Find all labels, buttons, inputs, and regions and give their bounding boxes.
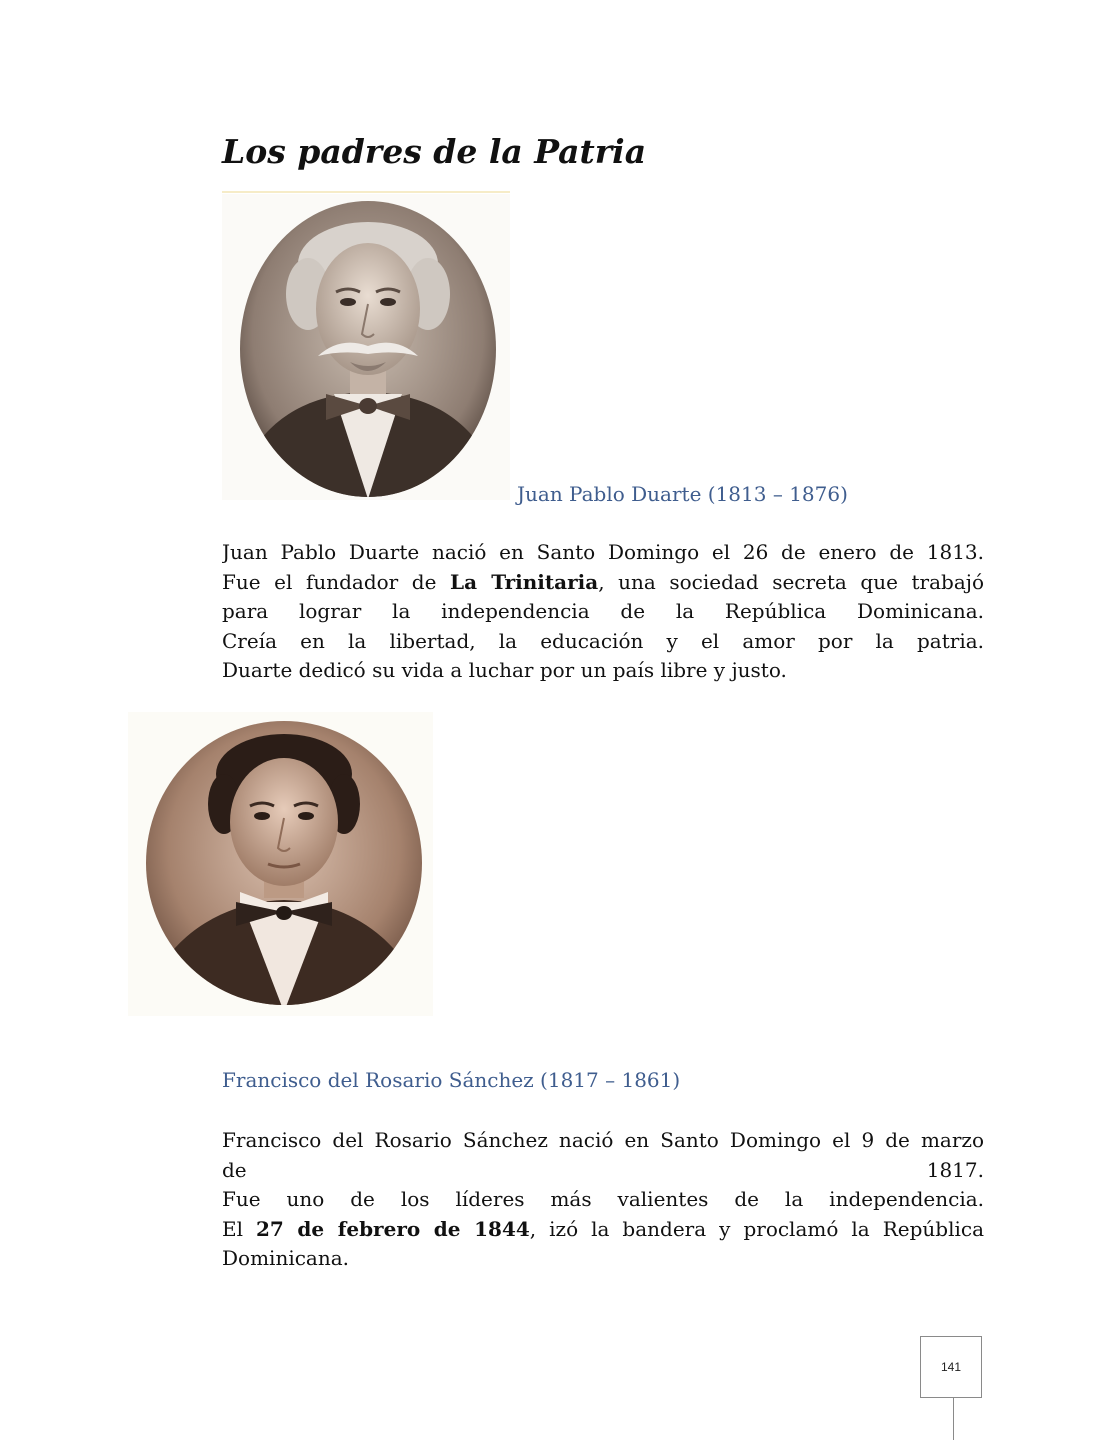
text-run: de xyxy=(222,1157,247,1182)
la-trinitaria-highlight: La Trinitaria xyxy=(450,569,599,594)
portrait-juan-pablo-duarte-icon xyxy=(222,194,510,500)
page-number: 141 xyxy=(940,1360,962,1374)
text-run: Fue el fundador de xyxy=(222,569,451,594)
page-title: Los padres de la Patria xyxy=(222,132,647,171)
portrait-francisco-del-rosario-sanchez-icon xyxy=(128,712,433,1016)
text-run: , izó la bandera y proclamó la República xyxy=(529,1216,984,1241)
portrait-sanchez xyxy=(128,712,433,1016)
text-run: 1817. xyxy=(926,1157,984,1182)
text-run: El xyxy=(222,1216,256,1241)
paragraph-line: Dominicana. xyxy=(222,1246,350,1270)
paragraph-line: Duarte dedicó su vida a luchar por un país libre y justo. xyxy=(222,658,787,682)
text-run: , una sociedad secreta que trabajó xyxy=(598,569,984,594)
page-number-connector xyxy=(953,1398,954,1440)
paragraph-line: Juan Pablo Duarte nació en Santo Domingo el 26 de enero de 1813. xyxy=(222,540,984,564)
paragraph-sanchez xyxy=(222,1126,984,1274)
paragraph-line: Fue uno de los líderes más valientes de la independencia. xyxy=(222,1187,984,1211)
date-highlight: 27 de febrero de 1844 xyxy=(256,1216,530,1241)
portrait-duarte xyxy=(222,194,510,500)
paragraph-line xyxy=(222,568,984,598)
paragraph-line xyxy=(222,1156,984,1186)
title-divider xyxy=(222,191,510,193)
caption-duarte: Juan Pablo Duarte (1813 – 1876) xyxy=(517,482,848,506)
paragraph-line: Creía en la libertad, la educación y el amor por la patria. xyxy=(222,628,984,653)
caption-sanchez: Francisco del Rosario Sánchez (1817 – 1861) xyxy=(222,1068,681,1092)
paragraph-line: Francisco del Rosario Sánchez nació en Santo Domingo el 9 de marzo xyxy=(222,1128,984,1152)
paragraph-line xyxy=(222,1215,984,1245)
page-number-box xyxy=(920,1336,982,1398)
paragraph-duarte xyxy=(222,538,984,686)
paragraph-line: para lograr la independencia de la República Dominicana. xyxy=(222,599,984,623)
